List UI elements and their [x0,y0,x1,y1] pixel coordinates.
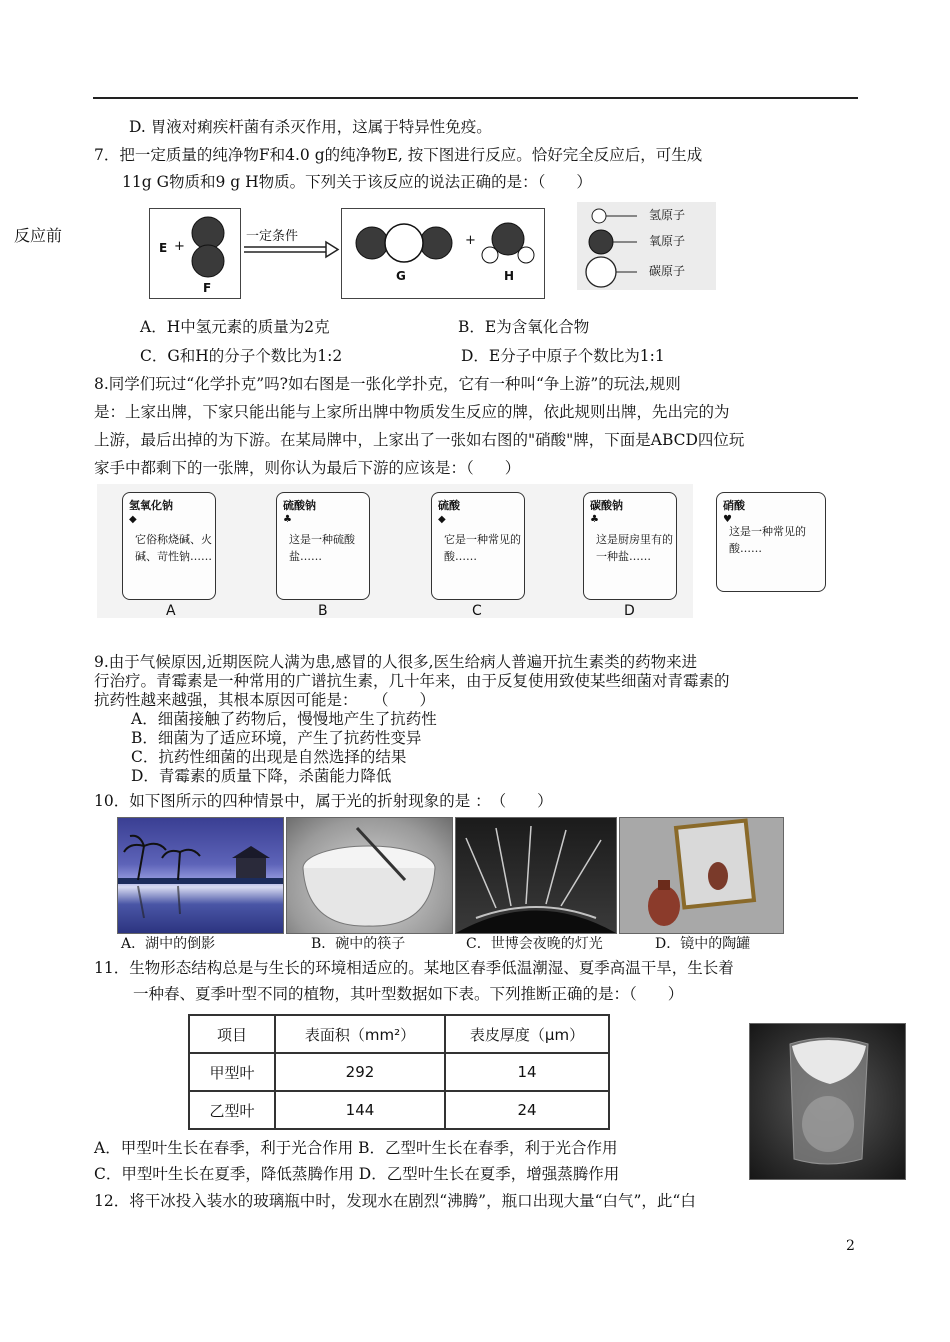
card-e-body: 这是一种常见的酸…… [729,525,806,555]
q7-stem-line1: 7．把一定质量的纯净物F和4.0 g的纯净物E, 按下图进行反应。恰好完全反应后，可生成 [94,146,703,164]
club-icon: ♣ [283,514,292,525]
card-b-title: 硫酸钠 [283,499,316,512]
q9-option-d: D．青霉素的质量下降，杀菌能力降低 [131,767,392,785]
q8-stem-line3: 上游，最后出掉的为下游。在某局牌中，上家出了一张如右图的"硝酸"牌，下面是ABCD四位玩 [94,431,745,449]
q8-stem-line4: 家手中都剩下的一张牌，则你认为最后下游的应该是：（ ） [94,459,521,477]
card-nitric-acid [716,492,826,592]
q12-stem-line1: 12．将干冰投入装水的玻璃瓶中时，发现水在剧烈“沸腾”，瓶口出现大量“白气”，此“白 [94,1192,696,1210]
table-header: 表皮厚度（μm） [445,1015,609,1053]
card-c-title: 硫酸 [438,499,460,512]
q9-option-b: B．细菌为了适应环境，产生了抗药性变异 [131,729,422,747]
card-a [122,492,216,600]
q9-stem-line2: 行治疗。青霉素是一种常用的广谱抗生素，几十年来，由于反复使用致使某些细菌对青霉素的 [94,672,730,690]
q7-option-b: B．E为含氧化合物 [458,318,590,336]
q11-options-cd: C．甲型叶生长在夏季，降低蒸腾作用 D．乙型叶生长在夏季，增强蒸腾作用 [94,1165,620,1183]
q9-stem-line1: 9.由于气候原因,近期医院人满为患,感冒的人很多,医生给病人普遍开抗生素类的药物来进 [94,653,698,671]
card-b-body: 这是一种硫酸盐…… [289,533,355,563]
reaction-arrow-icon [240,240,340,260]
bottle-fog-icon [750,1024,905,1179]
label-f: F [203,281,212,295]
light-beams-icon [456,818,616,933]
q7-option-c: C．G和H的分子个数比为1:2 [140,347,343,365]
label-e: E [159,241,168,255]
heart-icon: ♥ [723,514,732,525]
table-header-row [189,1015,609,1053]
q8-stem-line1: 8.同学们玩过“化学扑克”吗?如右图是一张化学扑克，它有一种叫“争上游”的玩法,规则 [94,375,681,393]
molecule-h [480,219,536,267]
card-b-letter: B [318,603,328,619]
legend-oxygen: 氧原子 [649,234,686,248]
table-header: 项目 [189,1015,275,1053]
card-a-title: 氢氧化钠 [129,499,173,512]
q7-side-label: 反应前 [14,226,63,245]
table-cell: 14 [445,1053,609,1091]
table-header: 表面积（mm²） [275,1015,445,1053]
label-g: G [396,269,406,283]
table-row [189,1053,609,1091]
q7-option-d: D．E分子中原子个数比为1:1 [461,347,665,365]
photo-bowl-chopsticks [286,817,453,934]
card-a-letter: A [166,603,176,619]
molecule-f [188,215,228,281]
legend-carbon: 碳原子 [649,264,686,278]
table-cell: 292 [275,1053,445,1091]
photo-expo-night-lights [455,817,617,934]
legend-hydrogen: 氢原子 [649,208,686,222]
card-c [431,492,525,600]
q9-stem-line3: 抗药性越来越强，其根本原因可能是： （ ） [94,691,436,709]
table-cell: 144 [275,1091,445,1129]
photo-mirror-vase [619,817,784,934]
club-icon-2: ♣ [590,514,599,525]
table-row [189,1091,609,1129]
card-d-letter: D [624,603,635,619]
q10-caption-b: B．碗中的筷子 [311,936,406,952]
q8-stem-line2: 是：上家出牌，下家只能出能与上家所出牌中物质发生反应的牌，依此规则出牌，先出完的为 [94,403,730,421]
q10-caption-d: D．镜中的陶罐 [655,936,751,952]
reactant-box [149,208,241,299]
q11-stem-line1: 11．生物形态结构总是与生长的环境相适应的。某地区春季低温潮湿、夏季高温干旱，生长着 [94,959,734,977]
plus-sign: + [174,239,185,254]
q7-option-a: A．H中氢元素的质量为2克 [140,318,330,336]
plus-sign-2: + [465,233,476,248]
card-d [583,492,677,600]
card-c-letter: C [472,603,482,619]
top-rule [93,97,858,99]
photo-dry-ice-bottle [749,1023,906,1180]
arrow-condition: 一定条件 [246,229,299,244]
table-cell: 24 [445,1091,609,1129]
q9-option-c: C．抗药性细菌的出现是自然选择的结果 [131,748,407,766]
atom-legend [577,202,716,290]
card-e-title: 硝酸 [723,499,745,512]
q11-stem-line2: 一种春、夏季叶型不同的植物，其叶型数据如下表。下列推断正确的是：（ ） [133,985,684,1003]
page-number: 2 [846,1238,855,1254]
q9-option-a: A．细菌接触了药物后，慢慢地产生了抗药性 [131,710,437,728]
product-box [341,208,545,299]
mirror-vase-icon [620,818,783,933]
card-d-title: 碳酸钠 [590,499,623,512]
diamond-icon-2: ◆ [438,514,446,525]
table-cell: 甲型叶 [189,1053,275,1091]
q6-option-d: D. 胃液对痢疾杆菌有杀灭作用，这属于特异性免疫。 [129,118,492,136]
molecule-g [352,223,456,263]
card-c-body: 它是一种常见的酸…… [444,533,521,563]
q10-caption-c: C．世博会夜晚的灯光 [466,936,603,952]
label-h: H [504,269,515,283]
table-cell: 乙型叶 [189,1091,275,1129]
diamond-icon: ◆ [129,514,137,525]
q10-stem: 10．如下图所示的四种情景中，属于光的折射现象的是 ： （ ） [94,792,553,810]
card-d-body: 这是厨房里有的一种盐…… [596,533,673,563]
bowl-icon [287,818,452,933]
card-a-body: 它俗称烧碱、火碱、苛性钠…… [135,533,212,563]
q7-stem-line2: 11g G物质和9 g H物质。下列关于该反应的说法正确的是：（ ） [122,173,592,191]
q11-options-ab: A．甲型叶生长在春季，利于光合作用 B．乙型叶生长在春季，利于光合作用 [94,1139,618,1157]
photo-lake-reflection [117,817,284,934]
leaf-data-table [188,1014,610,1130]
q10-caption-a: A．湖中的倒影 [121,936,216,952]
palm-trees-icon [118,818,283,933]
card-b [276,492,370,600]
legend-symbols [577,202,716,290]
